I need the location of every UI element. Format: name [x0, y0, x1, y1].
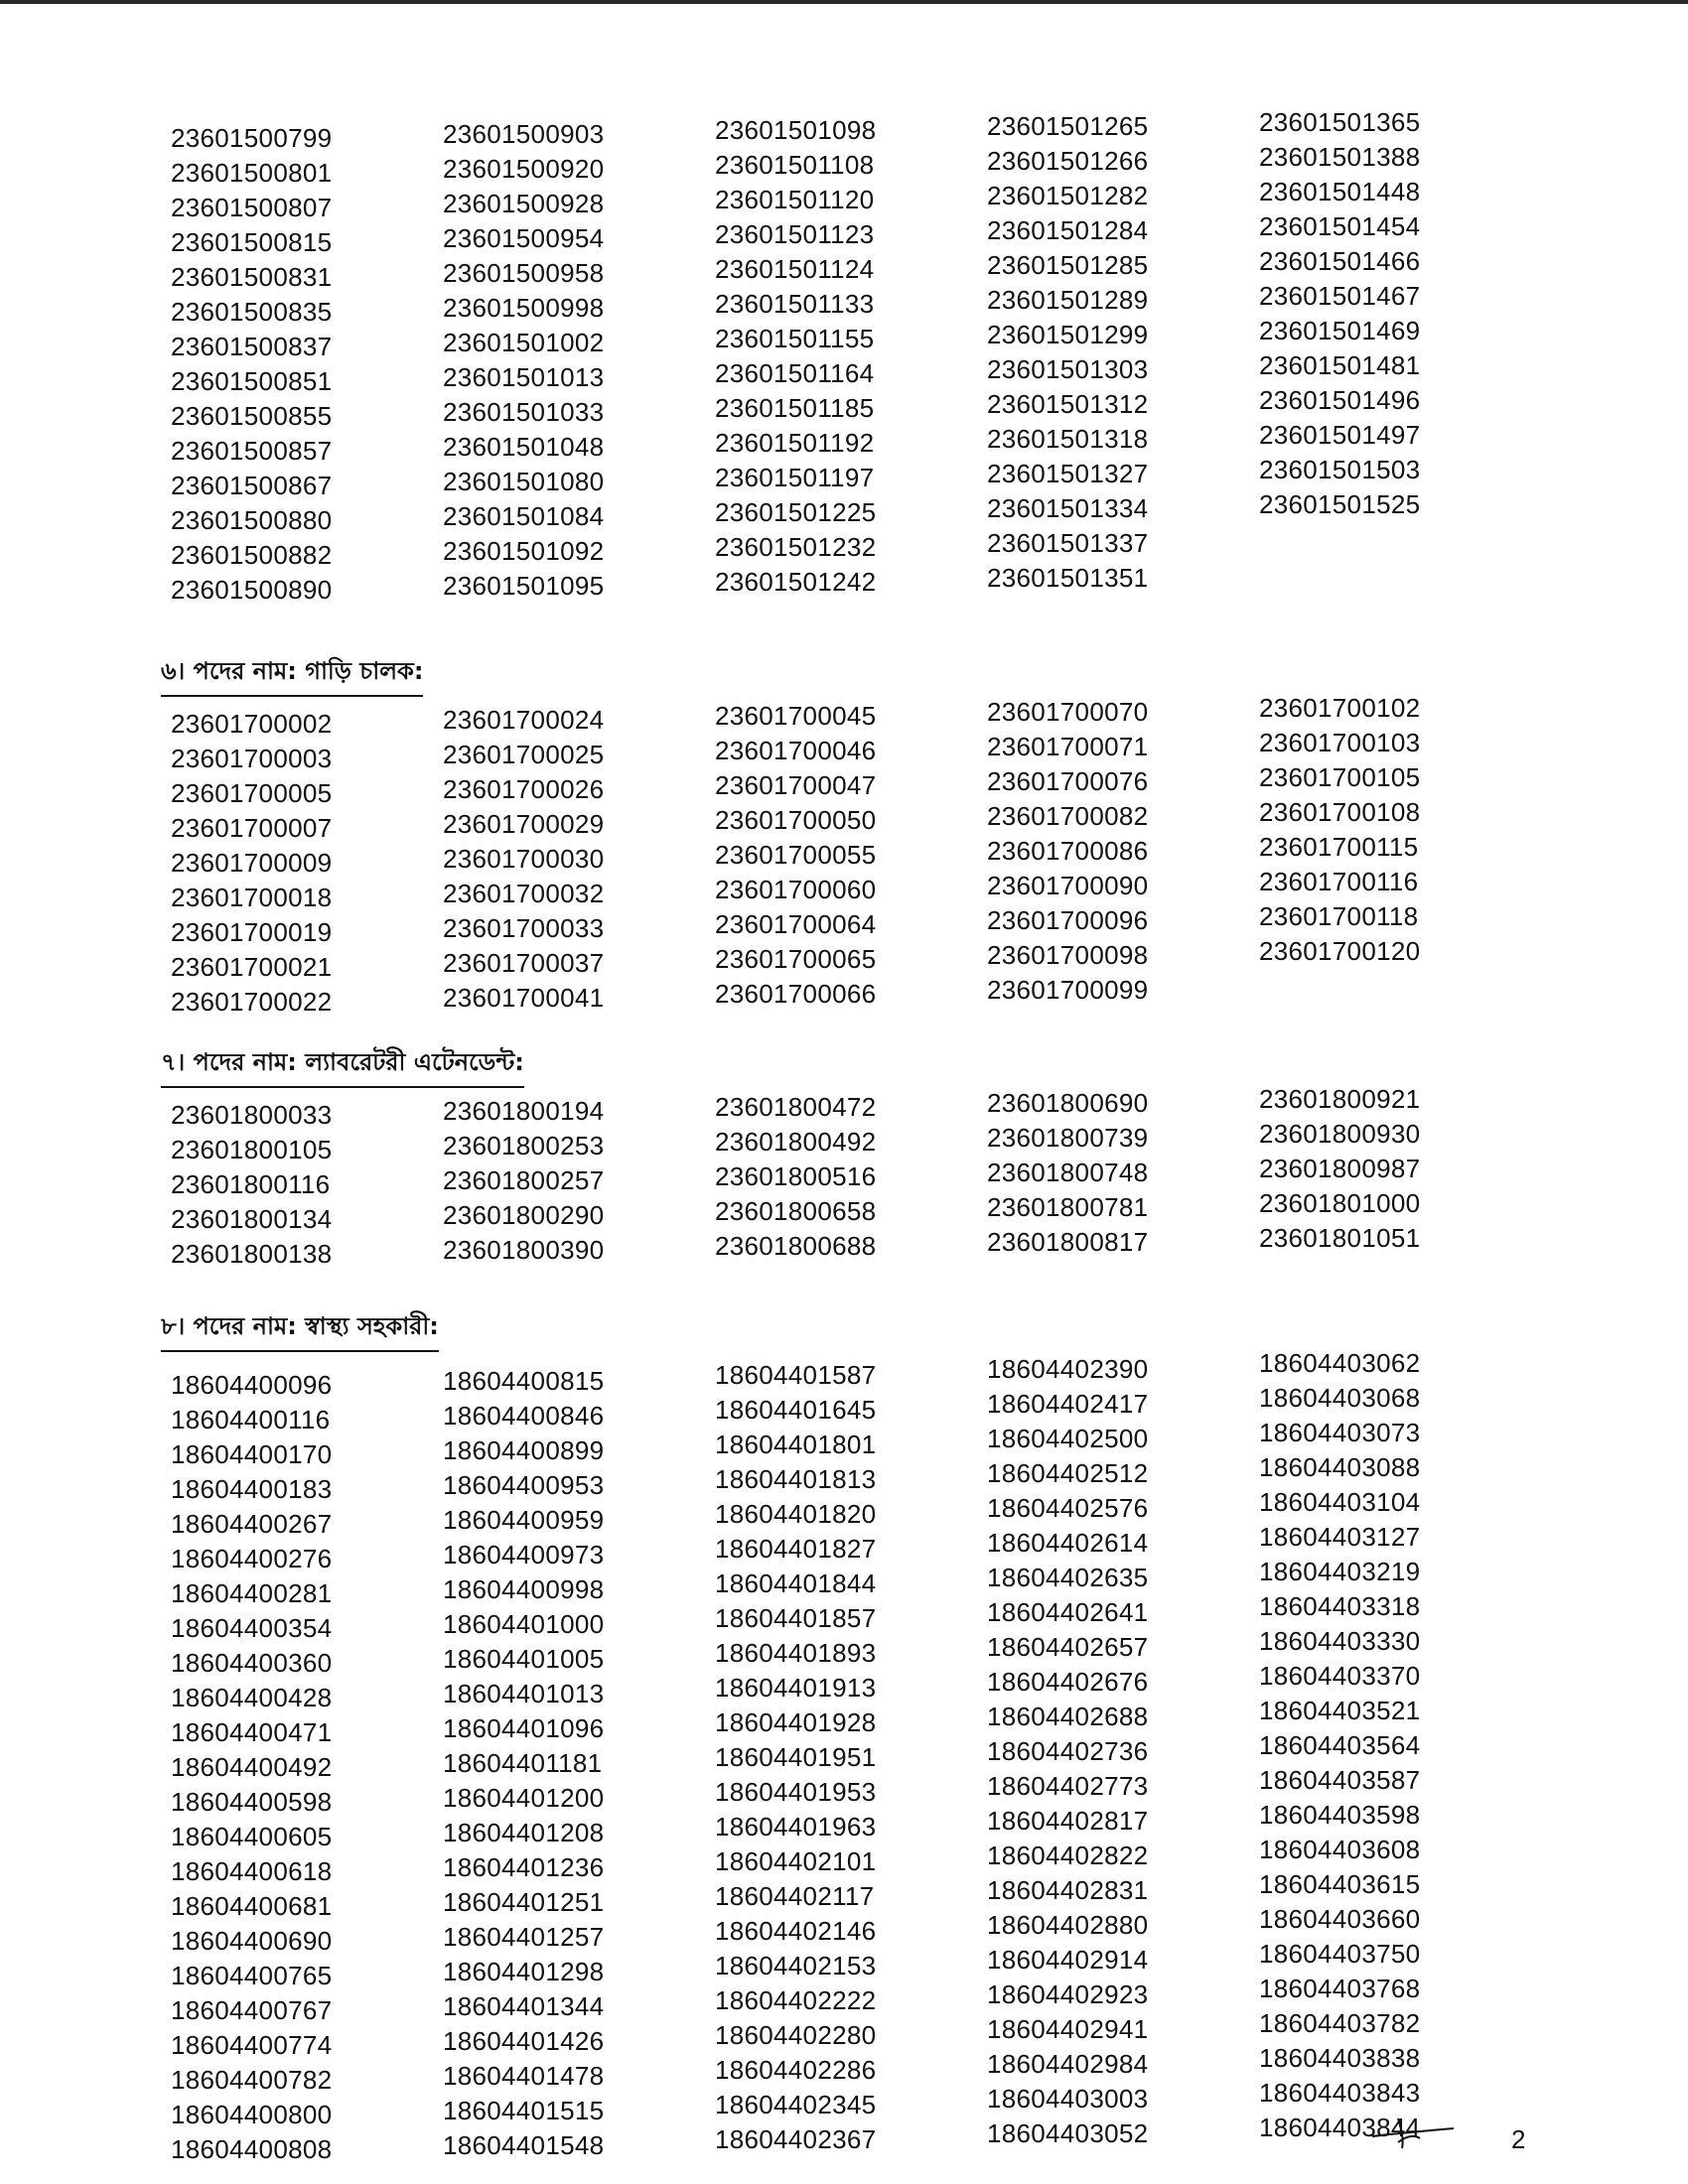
roll-number: 18604401963: [715, 1812, 877, 1842]
roll-number: 18604401013: [443, 1679, 605, 1708]
roll-number: 18604402676: [987, 1667, 1149, 1697]
roll-number: 18604401200: [443, 1783, 605, 1813]
roll-number: 23601700033: [443, 913, 605, 943]
roll-number: 23601501351: [987, 563, 1149, 593]
roll-number: 23601700082: [987, 801, 1149, 831]
roll-number: 23601800748: [987, 1158, 1149, 1187]
roll-number: 23601500831: [171, 262, 333, 292]
roll-number: 23601501197: [715, 463, 875, 492]
roll-number: 23601700060: [715, 875, 877, 904]
roll-number: 18604402822: [987, 1841, 1149, 1870]
roll-number: 23601501318: [987, 424, 1149, 454]
roll-number: 23601700030: [443, 844, 605, 874]
roll-column-2: [443, 117, 681, 604]
roll-number: 18604400360: [171, 1648, 333, 1678]
roll-number: 23601800472: [715, 1092, 877, 1122]
roll-number: 18604401478: [443, 2061, 605, 2091]
roll-number: 23601501497: [1259, 420, 1421, 450]
roll-number: 23601700055: [715, 840, 877, 870]
roll-number: 18604402923: [987, 1979, 1149, 2009]
roll-number: 18604401928: [715, 1707, 877, 1737]
roll-number: 23601700026: [443, 774, 605, 804]
roll-column-3: [715, 699, 953, 1012]
roll-number: 23601501124: [715, 254, 875, 284]
roll-number: 23601501232: [715, 532, 877, 562]
roll-number: 18604400774: [171, 2030, 333, 2060]
roll-number: 18604403564: [1259, 1730, 1421, 1760]
roll-number: 18604400808: [171, 2134, 333, 2164]
roll-number: 23601500855: [171, 401, 333, 431]
roll-number: 23601700118: [1259, 901, 1419, 931]
roll-number: 23601800257: [443, 1165, 605, 1195]
roll-number: 23601501525: [1259, 489, 1421, 519]
roll-number: 23601800105: [171, 1135, 333, 1164]
roll-number: 23601501080: [443, 467, 605, 496]
roll-number: 23601700116: [1259, 867, 1419, 896]
signature-mark: [1368, 2113, 1458, 2152]
roll-number: 18604402614: [987, 1528, 1149, 1558]
roll-number: 18604400800: [171, 2100, 333, 2129]
roll-number: 23601700065: [715, 944, 877, 974]
roll-number: 18604400815: [443, 1366, 605, 1396]
roll-number: 18604401000: [443, 1609, 605, 1639]
roll-number: 23601501048: [443, 432, 605, 462]
roll-number: 18604403660: [1259, 1904, 1421, 1934]
roll-number: 18604401005: [443, 1644, 605, 1674]
roll-number: 18604403219: [1259, 1557, 1421, 1586]
roll-number: 23601800781: [987, 1192, 1149, 1222]
roll-number: 23601700007: [171, 813, 333, 843]
roll-number: 23601501282: [987, 181, 1149, 210]
roll-column-3: [715, 1358, 953, 2157]
roll-number: 23601501303: [987, 354, 1149, 384]
roll-number: 23601800516: [715, 1161, 877, 1191]
roll-number: 18604403003: [987, 2084, 1149, 2114]
roll-number: 23601700019: [171, 917, 333, 947]
roll-number: 18604402914: [987, 1945, 1149, 1975]
roll-number: 23601700090: [987, 871, 1149, 900]
roll-column-4: [987, 109, 1225, 596]
roll-number: 18604403330: [1259, 1626, 1421, 1656]
roll-number: 18604401515: [443, 2096, 605, 2125]
roll-number: 18604400690: [171, 1926, 333, 1956]
roll-number: 18604403052: [987, 2118, 1149, 2148]
roll-number: 18604400959: [443, 1505, 605, 1535]
roll-number: 18604403844: [1259, 2113, 1421, 2142]
roll-number: 23601501133: [715, 289, 875, 319]
roll-number: 18604400765: [171, 1961, 333, 1990]
roll-number: 18604401587: [715, 1360, 877, 1390]
roll-number: 23601500958: [443, 258, 605, 288]
roll-number: 18604401257: [443, 1922, 605, 1952]
roll-number: 23601500920: [443, 154, 605, 184]
roll-number: 18604402773: [987, 1771, 1149, 1801]
roll-number: 23601500799: [171, 123, 333, 153]
roll-number: 23601500928: [443, 189, 605, 218]
roll-number: 18604402941: [987, 2014, 1149, 2044]
roll-number: 18604402500: [987, 1424, 1149, 1453]
roll-number: 18604403127: [1259, 1522, 1421, 1552]
roll-number: 23601501108: [715, 150, 875, 180]
roll-number: 18604403782: [1259, 2008, 1421, 2038]
roll-column-3: [715, 1090, 953, 1264]
roll-number: 23601501002: [443, 328, 605, 357]
roll-number: 23601700024: [443, 705, 605, 735]
roll-number: 18604402345: [715, 2090, 877, 2119]
roll-number: 23601700032: [443, 879, 605, 908]
roll-number: 23601501337: [987, 528, 1149, 558]
roll-number: 18604402222: [715, 1985, 877, 2015]
roll-number: 23601501312: [987, 389, 1149, 419]
roll-number: 23601500998: [443, 293, 605, 323]
roll-number: 18604403608: [1259, 1835, 1421, 1864]
roll-number: 18604403598: [1259, 1800, 1421, 1830]
roll-number: 18604401857: [715, 1603, 877, 1633]
roll-number: 18604400605: [171, 1822, 333, 1851]
roll-number: 18604402280: [715, 2020, 877, 2050]
roll-number: 23601700025: [443, 740, 605, 769]
roll-number: 18604402153: [715, 1951, 877, 1980]
section-heading: ৬। পদের নাম: গাড়ি চালক:: [161, 653, 423, 697]
roll-number: 18604403768: [1259, 1974, 1421, 2003]
roll-number: 18604400428: [171, 1683, 333, 1712]
roll-column-5: [1259, 691, 1497, 969]
roll-number: 23601700003: [171, 744, 333, 773]
roll-column-1: [171, 707, 409, 1020]
roll-number: 18604402512: [987, 1458, 1149, 1488]
roll-column-1: [171, 121, 409, 608]
roll-number: 18604402657: [987, 1632, 1149, 1662]
roll-number: 23601501454: [1259, 211, 1421, 241]
roll-number: 18604401645: [715, 1395, 877, 1425]
roll-number: 23601700103: [1259, 728, 1421, 757]
roll-number: 23601800930: [1259, 1119, 1421, 1149]
roll-number: 23601500837: [171, 332, 333, 361]
roll-number: 23601501192: [715, 428, 875, 458]
roll-number: 18604402417: [987, 1389, 1149, 1419]
roll-number: 23601700009: [171, 848, 333, 878]
roll-number: 18604400116: [171, 1405, 331, 1434]
roll-number: 23601501266: [987, 146, 1149, 176]
roll-number: 18604400899: [443, 1435, 605, 1465]
roll-number: 23601501503: [1259, 455, 1421, 484]
roll-column-4: [987, 1352, 1225, 2151]
roll-number: 18604401181: [443, 1748, 603, 1778]
roll-number: 18604401208: [443, 1818, 605, 1847]
roll-number: 23601700047: [715, 770, 877, 800]
roll-number: 23601501033: [443, 397, 605, 427]
roll-number: 23601800690: [987, 1088, 1149, 1118]
roll-number: 18604402367: [715, 2124, 877, 2154]
roll-number: 18604400281: [171, 1578, 333, 1608]
roll-column-1: [171, 1368, 409, 2167]
roll-number: 23601700108: [1259, 797, 1421, 827]
roll-number: 23601501155: [715, 324, 875, 353]
roll-number: 23601501466: [1259, 246, 1421, 276]
roll-number: 23601700070: [987, 697, 1149, 727]
roll-number: 23601500851: [171, 366, 333, 396]
roll-column-4: [987, 1086, 1225, 1260]
roll-number: 23601501448: [1259, 177, 1421, 206]
roll-number: 18604402390: [987, 1354, 1149, 1384]
roll-number: 18604402880: [987, 1910, 1149, 1940]
roll-number: 18604400598: [171, 1787, 333, 1817]
roll-number: 23601800492: [715, 1127, 877, 1157]
roll-number: 18604400618: [171, 1856, 333, 1886]
roll-number: 23601501095: [443, 571, 605, 601]
roll-number: 18604400267: [171, 1509, 333, 1539]
roll-number: 23601501365: [1259, 107, 1421, 137]
roll-number: 23601500954: [443, 223, 605, 253]
roll-number: 18604401548: [443, 2130, 605, 2160]
roll-number: 23601700115: [1259, 832, 1419, 862]
roll-number: 23601501013: [443, 362, 605, 392]
roll-number: 23601800739: [987, 1123, 1149, 1153]
roll-number: 23601700099: [987, 975, 1149, 1005]
roll-number: 23601700021: [171, 952, 333, 982]
roll-number: 18604403068: [1259, 1383, 1421, 1413]
roll-number: 18604402817: [987, 1806, 1149, 1836]
roll-number: 23601501120: [715, 185, 875, 214]
roll-number: 23601501327: [987, 459, 1149, 488]
roll-number: 23601800658: [715, 1196, 877, 1226]
roll-number: 23601501265: [987, 111, 1149, 141]
roll-number: 23601501084: [443, 501, 605, 531]
roll-number: 23601700046: [715, 736, 877, 765]
roll-number: 23601501469: [1259, 316, 1421, 345]
roll-number: 18604401827: [715, 1534, 877, 1564]
scan-top-edge: [0, 0, 1688, 4]
roll-number: 18604401426: [443, 2026, 605, 2056]
roll-number: 18604402635: [987, 1563, 1149, 1592]
roll-number: 23601500903: [443, 119, 605, 149]
roll-number: 18604400492: [171, 1752, 333, 1782]
roll-number: 23601800987: [1259, 1154, 1421, 1183]
roll-number: 23601800290: [443, 1200, 605, 1230]
roll-number: 18604400096: [171, 1370, 333, 1400]
roll-number: 18604402736: [987, 1736, 1149, 1766]
roll-number: 23601700086: [987, 836, 1149, 866]
roll-number: 23601501481: [1259, 350, 1421, 380]
roll-number: 18604401801: [715, 1430, 877, 1459]
roll-number: 23601700120: [1259, 936, 1421, 966]
roll-number: 18604403318: [1259, 1591, 1421, 1621]
roll-number: 23601501225: [715, 497, 877, 527]
roll-number: 18604403088: [1259, 1452, 1421, 1482]
roll-number: 18604403838: [1259, 2043, 1421, 2073]
roll-number: 23601700037: [443, 948, 605, 978]
roll-number: 23601500807: [171, 193, 333, 222]
roll-number: 23601800688: [715, 1231, 877, 1261]
roll-number: 18604401236: [443, 1852, 605, 1882]
roll-number: 18604400953: [443, 1470, 605, 1500]
roll-number: 18604400354: [171, 1613, 333, 1643]
roll-number: 23601800921: [1259, 1084, 1421, 1114]
roll-number: 18604402576: [987, 1493, 1149, 1523]
roll-number: 23601500835: [171, 297, 333, 327]
roll-number: 18604403062: [1259, 1348, 1421, 1378]
roll-number: 23601800817: [987, 1227, 1149, 1257]
roll-number: 23601800194: [443, 1096, 605, 1126]
roll-number: 23601801051: [1259, 1223, 1421, 1253]
roll-number: 23601500857: [171, 436, 333, 466]
roll-number: 18604403615: [1259, 1869, 1421, 1899]
roll-number: 18604400782: [171, 2065, 333, 2095]
roll-number: 23601501299: [987, 320, 1149, 349]
roll-column-1: [171, 1098, 409, 1272]
roll-number: 23601800116: [171, 1169, 331, 1199]
roll-number: 18604400973: [443, 1540, 605, 1570]
roll-number: 18604401298: [443, 1957, 605, 1986]
roll-number: 23601501185: [715, 393, 875, 423]
roll-number: 23601501496: [1259, 385, 1421, 415]
roll-number: 23601501284: [987, 215, 1149, 245]
roll-number: 18604402101: [715, 1846, 877, 1876]
roll-number: 23601501334: [987, 493, 1149, 523]
section-heading: ৭। পদের নাম: ল্যাবরেটরী এটেনডেন্ট:: [161, 1044, 524, 1088]
roll-number: 23601700029: [443, 809, 605, 839]
roll-number: 18604403587: [1259, 1765, 1421, 1795]
roll-number: 23601800390: [443, 1235, 605, 1265]
roll-number: 23601700076: [987, 766, 1149, 796]
roll-number: 18604402831: [987, 1875, 1149, 1905]
roll-number: 18604400767: [171, 1995, 333, 2025]
roll-number: 23601700098: [987, 940, 1149, 970]
roll-column-5: [1259, 105, 1497, 522]
roll-number: 18604401251: [443, 1887, 605, 1917]
roll-number: 18604401813: [715, 1464, 877, 1494]
roll-number: 18604402286: [715, 2055, 877, 2085]
roll-number: 18604403370: [1259, 1661, 1421, 1691]
roll-number: 23601800253: [443, 1131, 605, 1160]
roll-number: 23601501285: [987, 250, 1149, 280]
roll-number: 18604403521: [1259, 1696, 1421, 1725]
roll-number: 23601700105: [1259, 762, 1421, 792]
roll-number: 23601700102: [1259, 693, 1421, 723]
page-number: 2: [1511, 2124, 1526, 2154]
roll-number: 18604400846: [443, 1401, 605, 1431]
roll-number: 23601501467: [1259, 281, 1421, 311]
roll-number: 23601800138: [171, 1239, 333, 1269]
roll-number: 18604403750: [1259, 1939, 1421, 1969]
roll-number: 18604400170: [171, 1439, 333, 1469]
roll-number: 18604400183: [171, 1474, 333, 1504]
roll-number: 23601501092: [443, 536, 605, 566]
roll-number: 23601700050: [715, 805, 877, 835]
roll-number: 18604401953: [715, 1777, 877, 1807]
roll-number: 18604402146: [715, 1916, 877, 1946]
roll-number: 18604402688: [987, 1702, 1149, 1731]
roll-number: 18604401096: [443, 1713, 605, 1743]
roll-number: 23601501242: [715, 567, 877, 597]
roll-column-2: [443, 1364, 681, 2163]
roll-number: 18604401951: [715, 1742, 877, 1772]
roll-number: 23601801000: [1259, 1188, 1421, 1218]
roll-column-2: [443, 1094, 681, 1268]
roll-number: 23601501289: [987, 285, 1149, 315]
roll-number: 23601500867: [171, 471, 333, 500]
roll-number: 18604401844: [715, 1569, 877, 1598]
roll-number: 23601700045: [715, 701, 877, 731]
roll-number: 18604400471: [171, 1717, 333, 1747]
roll-number: 23601700041: [443, 983, 605, 1013]
roll-number: 18604401893: [715, 1638, 877, 1668]
roll-number: 18604403104: [1259, 1487, 1421, 1517]
roll-number: 18604401344: [443, 1991, 605, 2021]
roll-number: 23601700096: [987, 905, 1149, 935]
roll-number: 23601700005: [171, 778, 333, 808]
roll-column-5: [1259, 1346, 1497, 2145]
roll-number: 23601800134: [171, 1204, 333, 1234]
roll-number: 23601800033: [171, 1100, 333, 1130]
roll-number: 23601700002: [171, 709, 333, 739]
roll-number: 23601501098: [715, 115, 877, 145]
roll-number: 18604400998: [443, 1574, 605, 1604]
roll-number: 23601501123: [715, 219, 875, 249]
roll-column-4: [987, 695, 1225, 1008]
roll-number: 23601500880: [171, 505, 333, 535]
roll-number: 23601700022: [171, 987, 333, 1017]
roll-number: 18604401913: [715, 1673, 877, 1703]
roll-number: 23601500801: [171, 158, 333, 188]
roll-column-3: [715, 113, 953, 600]
roll-number: 23601500882: [171, 540, 333, 570]
roll-number: 23601500815: [171, 227, 333, 257]
roll-number: 23601700066: [715, 979, 877, 1009]
roll-column-5: [1259, 1082, 1497, 1256]
roll-number: 18604403073: [1259, 1418, 1421, 1447]
roll-number: 23601700071: [987, 732, 1149, 761]
section-heading: ৮। পদের নাম: স্বাস্থ্য সহকারী:: [161, 1308, 439, 1352]
roll-number: 23601700018: [171, 883, 333, 912]
roll-number: 18604403843: [1259, 2078, 1421, 2108]
roll-number: 18604402984: [987, 2049, 1149, 2079]
roll-number: 18604400276: [171, 1544, 333, 1573]
roll-number: 18604400681: [171, 1891, 333, 1921]
roll-number: 23601500890: [171, 575, 333, 605]
roll-number: 18604401820: [715, 1499, 877, 1529]
roll-number: 23601700064: [715, 909, 877, 939]
roll-number: 23601501388: [1259, 142, 1421, 172]
roll-column-2: [443, 703, 681, 1016]
roll-number: 23601501164: [715, 358, 875, 388]
roll-number: 18604402117: [715, 1881, 875, 1911]
roll-number: 18604402641: [987, 1597, 1149, 1627]
